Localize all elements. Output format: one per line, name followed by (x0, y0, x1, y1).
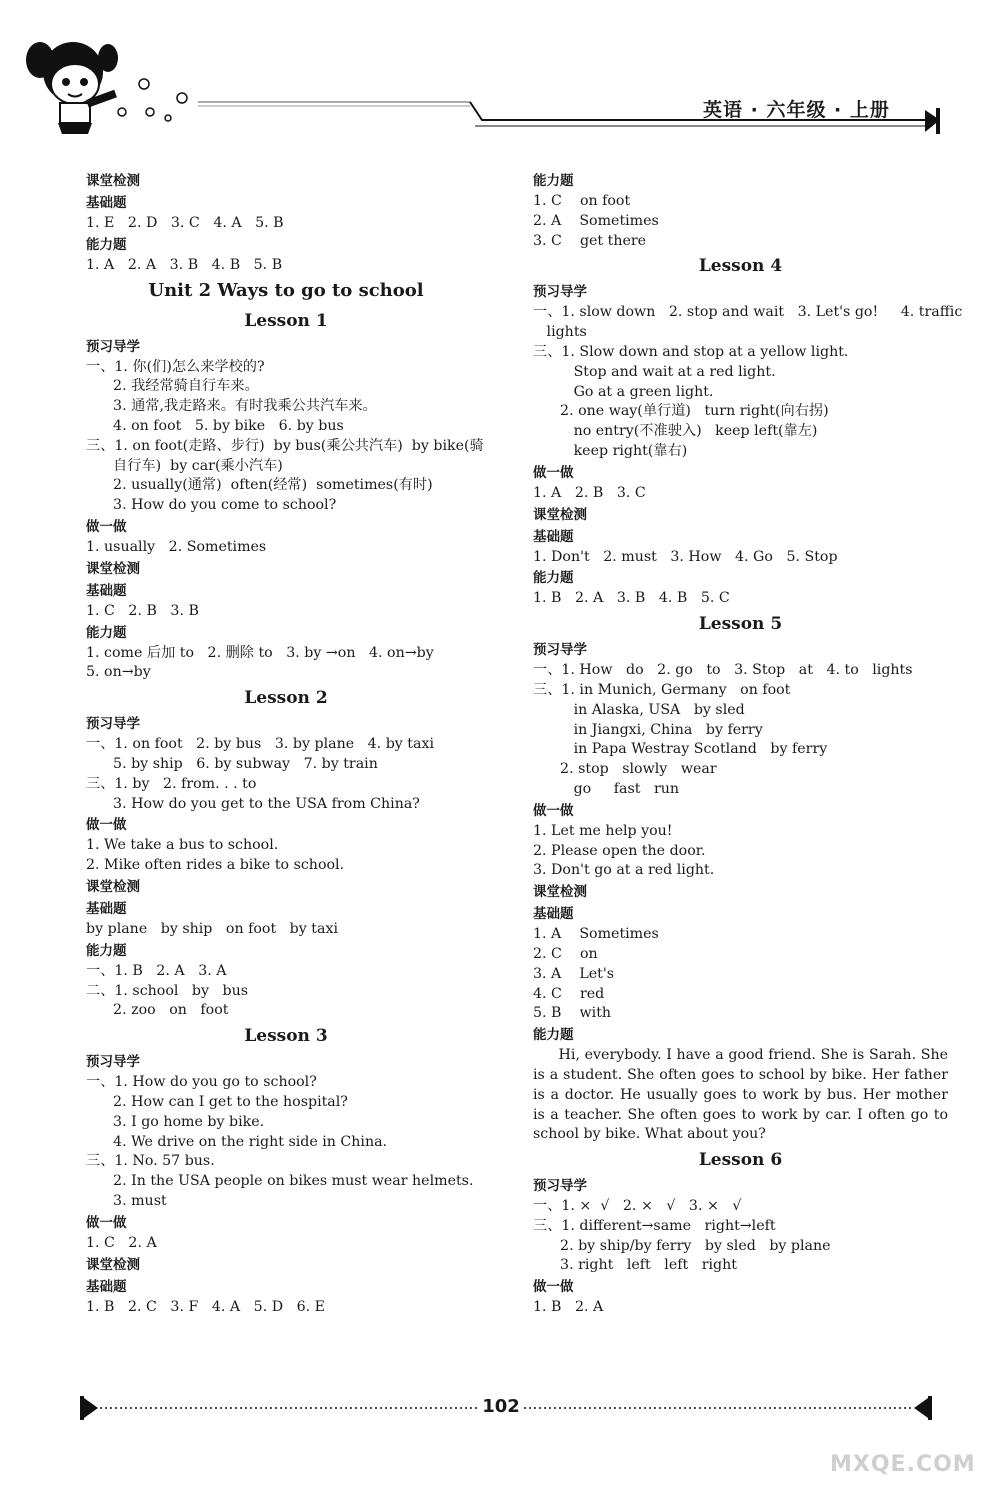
answer-line: 1. usually 2. Sometimes (86, 538, 267, 555)
answer-line: 三、1. on foot(走路、步行) by bus(乘公共汽车) by bike(骑 (86, 437, 484, 454)
right-column (533, 170, 963, 1318)
answer-line: 4. We drive on the right side in China. (86, 1133, 388, 1150)
lesson-title: Lesson 6 (698, 1150, 783, 1171)
answer-line: 一、1. × √ 2. × √ 3. × √ (533, 1198, 742, 1215)
section-heading: 能力题 (86, 624, 127, 641)
answer-line: 1. Let me help you! (533, 822, 673, 839)
section-heading: 预习导学 (533, 642, 587, 659)
header-title: 英语 · 六年级 · 上册 (703, 99, 890, 121)
answer-line: 自行车) by car(乘小汽车) (86, 457, 283, 474)
answer-line: 1. E 2. D 3. C 4. A 5. B (86, 215, 284, 231)
lesson-title: Lesson 1 (244, 310, 328, 331)
answer-line: 3. A Let's (533, 965, 615, 982)
answer-line: 一、1. How do you go to school? (86, 1074, 317, 1091)
page-number: 102 (482, 1396, 520, 1417)
answer-line: 2. one way(单行道) turn right(向右拐) (533, 403, 829, 420)
answer-line: 2. C on (533, 945, 598, 962)
section-heading: 做一做 (533, 802, 574, 819)
section-heading: 能力题 (86, 236, 127, 253)
answer-line: 2. by ship/by ferry by sled by plane (533, 1237, 831, 1254)
answer-line: 2. stop slowly wear (533, 761, 717, 778)
answer-line: 3. C get there (533, 232, 647, 249)
section-heading: 能力题 (86, 942, 127, 959)
section-heading: 做一做 (86, 1214, 127, 1231)
answer-line: 三、1. different→same right→left (533, 1217, 776, 1234)
answer-line: 1. come 后加 to 2. 删除 to 3. by →on 4. on→by (86, 644, 434, 661)
section-heading: 做一做 (86, 518, 127, 535)
answer-line: 三、1. by 2. from. . . to (86, 775, 257, 792)
answer-line: 5. by ship 6. by subway 7. by train (86, 755, 378, 772)
section-heading: 能力题 (533, 1027, 574, 1044)
section-heading: 基础题 (86, 900, 127, 917)
answer-line: 一、1. slow down 2. stop and wait 3. Let's go! 4. traffic (533, 304, 963, 321)
answer-line: 三、1. Slow down and stop at a yellow light. (533, 343, 849, 360)
answer-line: 2. Mike often rides a bike to school. (86, 857, 345, 874)
answer-line: 3. must (86, 1192, 167, 1209)
answer-line: keep right(靠右) (533, 442, 688, 459)
answer-line: 3. I go home by bike. (86, 1113, 265, 1130)
section-heading: 课堂检测 (86, 560, 140, 577)
section-heading: 基础题 (533, 906, 574, 923)
answer-line: 1. Don't 2. must 3. How 4. Go 5. Stop (533, 548, 838, 565)
answer-line: 4. on foot 5. by bike 6. by bus (86, 417, 344, 434)
answer-paragraph: Hi, everybody. I have a good friend. She is Sarah. She is a student. She often goes to school by bike. Her father is a doctor. He usually goes to work by bus. Her mother is a teacher. She often goes to work by car. I often go to school by bike. What about you? (533, 1047, 948, 1143)
answer-line: 3. How do you get to the USA from China? (86, 795, 420, 812)
section-heading: 基础题 (86, 1278, 127, 1295)
lesson-title: Lesson 5 (698, 614, 783, 635)
answer-line: 三、1. in Munich, Germany on foot (533, 681, 791, 698)
answer-line: 1. B 2. A 3. B 4. B 5. C (533, 590, 730, 607)
section-heading: 基础题 (533, 528, 574, 545)
section-heading: 做一做 (533, 1279, 574, 1296)
section-heading: 做一做 (86, 817, 127, 834)
section-heading: 能力题 (533, 570, 574, 587)
answer-line: 1. We take a bus to school. (86, 837, 279, 854)
answer-line: 二、1. school by bus (86, 982, 249, 999)
answer-line: 1. A 2. B 3. C (533, 484, 646, 501)
lesson-title: Lesson 2 (244, 688, 328, 709)
answer-line: 1. B 2. C 3. F 4. A 5. D 6. E (86, 1298, 326, 1315)
answer-line: 三、1. No. 57 bus. (86, 1153, 215, 1170)
answer-line: Stop and wait at a red light. (533, 363, 776, 380)
section-heading: 基础题 (86, 582, 127, 599)
answer-line: 3. Don't go at a red light. (533, 862, 715, 879)
section-heading: 预习导学 (86, 716, 140, 733)
answer-line: 1. C 2. A (86, 1234, 157, 1251)
section-heading: 预习导学 (533, 284, 587, 301)
answer-line: in Alaska, USA by sled (533, 701, 745, 718)
answer-line: 5. on→by (86, 664, 151, 681)
section-heading: 预习导学 (533, 1178, 587, 1195)
unit-title: Unit 2 Ways to go to school (148, 279, 424, 301)
answer-line: 2. usually(通常) often(经常) sometimes(有时) (86, 477, 433, 494)
answer-line: 一、1. B 2. A 3. A (86, 962, 227, 979)
answer-line: in Papa Westray Scotland by ferry (533, 741, 828, 758)
flower-icons (118, 79, 187, 121)
answer-line: 2. In the USA people on bikes must wear helmets. (86, 1173, 474, 1190)
lesson-title: Lesson 4 (698, 256, 783, 277)
answer-line: in Jiangxi, China by ferry (533, 721, 763, 738)
watermark: MXQE.COM (830, 1452, 976, 1477)
answer-line: 3. How do you come to school? (86, 497, 337, 514)
answer-line: 一、1. on foot 2. by bus 3. by plane 4. by taxi (86, 736, 435, 753)
answer-line: no entry(不准驶入) keep left(靠左) (533, 423, 818, 440)
answer-line: 1. C on foot (533, 193, 631, 209)
section-heading: 预习导学 (86, 1054, 140, 1071)
answer-line: 一、1. 你(们)怎么来学校的? (86, 358, 265, 375)
section-heading: 预习导学 (86, 338, 140, 355)
left-column (86, 170, 486, 1317)
answer-line: by plane by ship on foot by taxi (86, 920, 338, 937)
section-heading: 课堂检测 (86, 1256, 140, 1273)
answer-line: 5. B with (533, 1005, 612, 1022)
section-heading: 基础题 (86, 195, 127, 211)
answer-line: lights (533, 324, 587, 341)
answer-line: 2. Please open the door. (533, 842, 706, 859)
section-heading: 课堂检测 (533, 884, 587, 901)
answer-line: 一、1. How do 2. go to 3. Stop at 4. to lights (533, 662, 913, 679)
answer-line: Go at a green light. (533, 383, 714, 400)
answer-line: 3. 通常,我走路来。有时我乘公共汽车来。 (86, 398, 377, 415)
answer-line: 2. How can I get to the hospital? (86, 1093, 348, 1110)
answer-line: 1. A 2. A 3. B 4. B 5. B (86, 256, 283, 273)
section-heading: 能力题 (533, 173, 574, 189)
section-heading: 课堂检测 (86, 878, 140, 895)
lesson-title: Lesson 3 (244, 1026, 328, 1047)
answer-line: 1. A Sometimes (533, 926, 659, 943)
section-heading: 课堂检测 (86, 173, 140, 189)
answer-line: 2. 我经常骑自行车来。 (86, 378, 259, 395)
answer-line: go fast run (533, 780, 680, 797)
section-heading: 做一做 (533, 464, 574, 481)
answer-line: 1. C 2. B 3. B (86, 602, 199, 619)
answer-line: 4. C red (533, 985, 605, 1002)
girl-mascot-icon (26, 42, 118, 134)
section-heading: 课堂检测 (533, 506, 587, 523)
answer-line: 3. right left left right (533, 1257, 737, 1274)
answer-line: 1. B 2. A (533, 1299, 604, 1316)
answer-line: 2. zoo on foot (86, 1002, 229, 1019)
answer-line: 2. A Sometimes (533, 212, 659, 229)
